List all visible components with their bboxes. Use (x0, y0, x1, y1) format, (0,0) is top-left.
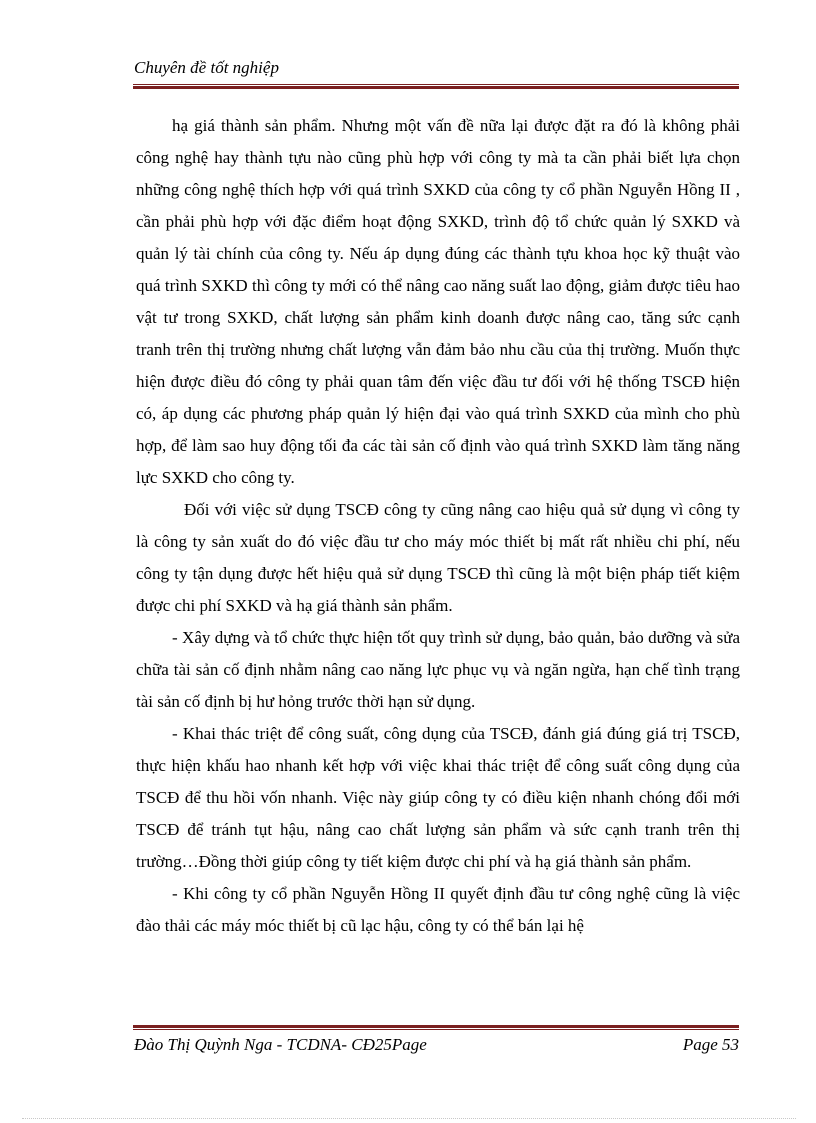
header-title: Chuyên đề tốt nghiệp (134, 58, 279, 77)
footer-rule-thin (133, 1029, 739, 1030)
body-text (136, 110, 740, 942)
paragraph: - Khi công ty cổ phần Nguyễn Hồng II quyết định đầu tư công nghệ cũng là việc đào thải các máy móc thiết bị cũ lạc hậu, công ty có thể bán lại hệ (136, 884, 740, 935)
header-rule-thin (133, 84, 739, 85)
header-rule (133, 84, 739, 89)
paragraph: Đối với việc sử dụng TSCĐ công ty cũng nâng cao hiệu quả sử dụng vì công ty là công ty sản xuất do đó việc đầu tư cho máy móc thiết bị mất rất nhiều chi phí, nếu công ty tận dụng được hết hiệu quả sử dụng TSCĐ thì cũng là một biện pháp tiết kiệm được chi phí SXKD và hạ giá thành sản phẩm. (136, 500, 740, 615)
page-edge-divider (22, 1118, 796, 1119)
footer-rule (133, 1025, 739, 1030)
paragraph: - Khai thác triệt để công suất, công dụng của TSCĐ, đánh giá đúng giá trị TSCĐ, thực hiện khấu hao nhanh kết hợp với việc khai thác triệt để công suất công dụng của TSCĐ để thu hồi vốn nhanh. Việc này giúp công ty có điều kiện nhanh chóng đổi mới TSCĐ để tránh tụt hậu, nâng cao chất lượng sản phẩm và sức cạnh tranh trên thị trường…Đồng thời giúp công ty tiết kiệm được chi phí và hạ giá thành sản phẩm. (136, 724, 740, 871)
page-number: Page 53 (682, 1035, 739, 1054)
footer-author: Đào Thị Quỳnh Nga - TCDNA- CĐ25Page (134, 1035, 427, 1054)
paragraph: hạ giá thành sản phẩm. Nhưng một vấn đề nữa lại được đặt ra đó là không phải công nghệ hay thành tựu nào cũng phù hợp với công ty mà ta cần phải biết lựa chọn những công nghệ thích hợp với quá trình SXKD của công ty cổ phần Nguyễn Hồng II , cần phải phù hợp với đặc điểm hoạt động SXKD, trình độ tổ chức quản lý SXKD và quản lý tài chính của công ty. Nếu áp dụng đúng các thành tựu khoa học kỹ thuật vào quá trình SXKD thì công ty mới có thể nâng cao năng suất lao động, giảm được tiêu hao vật tư trong SXKD, chất lượng sản phẩm kinh doanh được nâng cao, tăng sức cạnh tranh trên thị trường nhưng chất lượng vẫn đảm bảo nhu cầu của thị trường. Muốn thực hiện được điều đó công ty phải quan tâm đến việc đầu tư đối với hệ thống TSCĐ hiện có, áp dụng các phương pháp quản lý hiện đại vào quá trình SXKD của mình cho phù hợp, để làm sao huy động tối đa các tài sản cố định vào quá trình SXKD làm tăng năng lực SXKD cho công ty. (136, 116, 740, 487)
footer-rule-thick (133, 1025, 739, 1028)
header-rule-thick (133, 86, 739, 89)
paragraph: - Xây dựng và tổ chức thực hiện tốt quy trình sử dụng, bảo quản, bảo dưỡng và sửa chữa tài sản cố định nhằm nâng cao năng lực phục vụ và ngăn ngừa, hạn chế tình trạng tài sản cố định bị hư hỏng trước thời hạn sử dụng. (136, 628, 740, 711)
